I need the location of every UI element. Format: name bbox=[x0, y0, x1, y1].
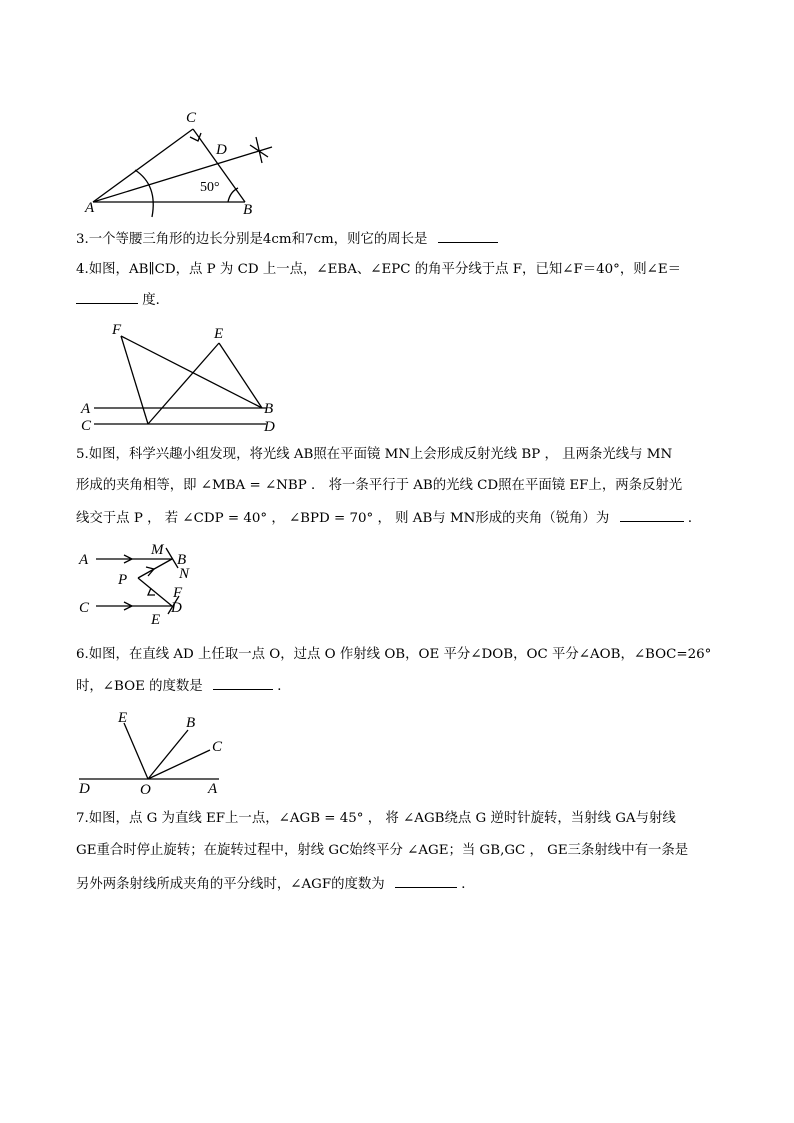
question-5-line-3 bbox=[76, 507, 701, 529]
label-c: C bbox=[186, 110, 197, 126]
label-a: A bbox=[85, 200, 95, 216]
label-c: C bbox=[212, 739, 223, 755]
label-a: A bbox=[208, 781, 218, 797]
label-b: B bbox=[177, 552, 187, 568]
question-7-line-3 bbox=[76, 873, 475, 895]
question-5-text-1: 5.如图，科学兴趣小组发现，将光线 AB照在平面镜 MN上会形成反射光线 BP ， 且两条光线与 MN bbox=[76, 447, 673, 462]
question-3 bbox=[76, 228, 498, 250]
figure-mirror-reflection bbox=[76, 540, 196, 628]
question-7-text-1: 7.如图，点 G 为直线 EF上一点，∠AGB = 45° ， 将 ∠AGB绕点 G 逆时针旋转，当射线 GA与射线 bbox=[76, 811, 676, 826]
label-a: A bbox=[81, 401, 91, 417]
question-6-answer-blank[interactable] bbox=[213, 675, 273, 690]
label-c: C bbox=[81, 418, 92, 434]
question-7-end: ． bbox=[461, 877, 475, 892]
label-e: E bbox=[214, 326, 224, 342]
question-7-line-1 bbox=[76, 809, 676, 829]
ray-dp bbox=[138, 578, 172, 606]
label-d: D bbox=[171, 600, 182, 616]
question-4-line-2 bbox=[76, 289, 169, 311]
question-6-text-2: 时，∠BOE 的度数是 bbox=[76, 679, 203, 694]
ray-oe bbox=[124, 723, 148, 779]
question-4-text: 4.如图，AB∥CD，点 P 为 CD 上一点，∠EBA、∠EPC 的角平分线于点 F，已知∠F＝40°，则∠E＝ bbox=[76, 262, 682, 277]
label-c: C bbox=[79, 600, 90, 616]
question-5-answer-blank[interactable] bbox=[620, 507, 684, 522]
question-3-answer-blank[interactable] bbox=[438, 228, 498, 243]
question-5-end: ． bbox=[687, 511, 702, 526]
ray-bp bbox=[138, 559, 172, 578]
label-d: D bbox=[216, 142, 227, 158]
question-6-line-2 bbox=[76, 675, 291, 697]
label-p: P bbox=[118, 572, 128, 588]
figure-rays-from-point bbox=[76, 708, 236, 798]
question-4-answer-blank[interactable] bbox=[76, 289, 138, 304]
label-b: B bbox=[264, 401, 274, 417]
label-b: B bbox=[186, 715, 196, 731]
question-5-text-3: 线交于点 P ， 若 ∠CDP = 40° ， ∠BPD = 70° ， 则 AB与 MN形成的夹角（锐角）为 bbox=[76, 511, 610, 526]
right-angle-mark bbox=[190, 133, 201, 141]
segment-ac bbox=[93, 129, 193, 202]
figure-triangle-bisector bbox=[80, 105, 280, 220]
mirror-reflection-diagram bbox=[76, 540, 196, 628]
question-5-text-2: 形成的夹角相等，即 ∠MBA = ∠NBP ． 将一条平行于 AB的光线 CD照在平面镜 EF上，两条反射光 bbox=[76, 478, 683, 493]
question-5-line-2 bbox=[76, 476, 682, 496]
rays-from-point-diagram bbox=[76, 708, 236, 798]
label-e: E bbox=[118, 710, 128, 726]
label-f: F bbox=[112, 322, 122, 338]
segment-eb bbox=[219, 343, 262, 408]
segment-fp bbox=[121, 336, 148, 424]
parallel-lines-diagram bbox=[76, 318, 291, 438]
figure-parallel-lines bbox=[76, 318, 291, 438]
question-7-answer-blank[interactable] bbox=[395, 873, 457, 888]
question-4-line-1 bbox=[76, 260, 681, 280]
construction-arc-1 bbox=[135, 170, 153, 217]
question-7-text-3: 另外两条射线所成夹角的平分线时，∠AGF的度数为 bbox=[76, 877, 385, 892]
bisector-ray bbox=[93, 147, 272, 202]
question-7-line-2 bbox=[76, 841, 688, 861]
label-d: D bbox=[264, 419, 275, 435]
label-angle-50: 50° bbox=[200, 180, 220, 195]
ray-ob bbox=[148, 730, 188, 779]
question-6-text-1: 6.如图，在直线 AD 上任取一点 O，过点 O 作射线 OB，OE 平分∠DOB，OC 平分∠AOB，∠BOC=26° bbox=[76, 647, 712, 662]
construction-arc-cross bbox=[250, 137, 268, 163]
question-5-line-1 bbox=[76, 445, 672, 465]
label-a: A bbox=[79, 552, 89, 568]
label-o: O bbox=[140, 782, 151, 798]
question-6-end: ． bbox=[277, 679, 291, 694]
label-f: F bbox=[173, 585, 183, 601]
segment-fb bbox=[121, 336, 262, 408]
label-m: M bbox=[151, 542, 164, 558]
label-d: D bbox=[79, 781, 90, 797]
question-3-text: 3.一个等腰三角形的边长分别是4cm和7cm，则它的周长是 bbox=[76, 232, 428, 247]
question-4-suffix: 度． bbox=[142, 293, 170, 308]
label-n: N bbox=[179, 566, 190, 582]
triangle-bisector-diagram bbox=[80, 105, 280, 220]
label-e: E bbox=[151, 612, 161, 628]
question-7-text-2: GE重合时停止旋转；在旋转过程中，射线 GC始终平分 ∠AGE；当 GB,GC ， GE三条射线中有一条是 bbox=[76, 843, 689, 858]
ray-oc bbox=[148, 750, 210, 779]
question-6-line-1 bbox=[76, 645, 711, 665]
label-b: B bbox=[243, 202, 253, 218]
